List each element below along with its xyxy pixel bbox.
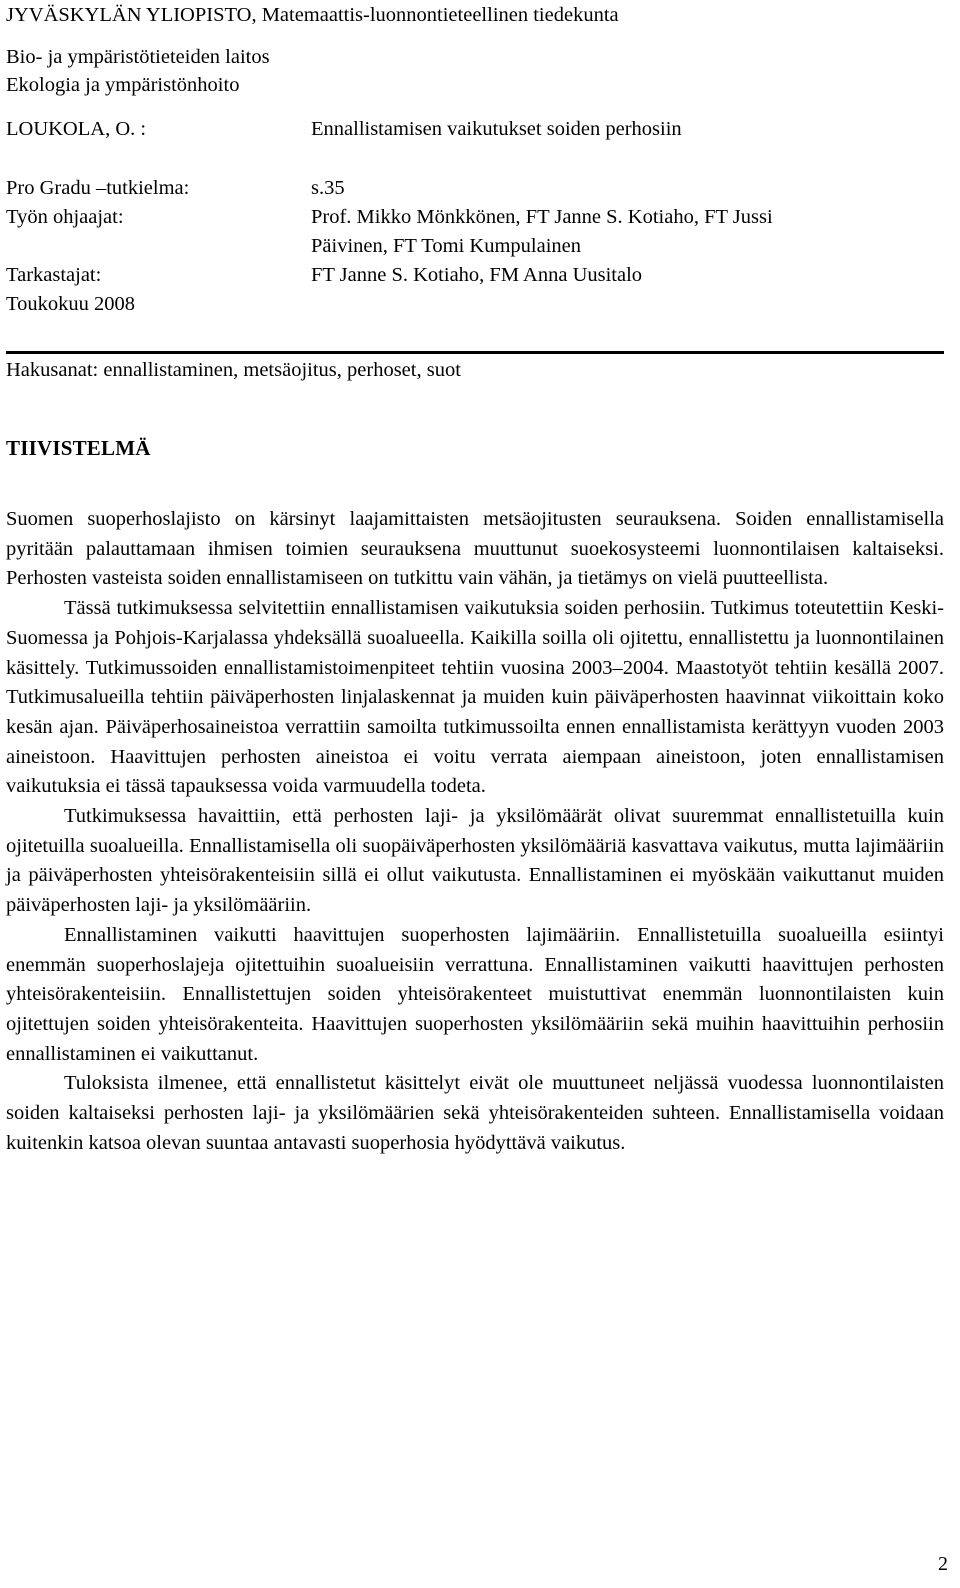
page-count: s.35 bbox=[311, 177, 345, 199]
subject-line: Ekologia ja ympäristönhoito bbox=[6, 74, 240, 96]
divider-rule bbox=[6, 351, 944, 354]
abstract-paragraph-5: Tuloksista ilmenee, että ennallistetut käsittelyt eivät ole muuttuneet neljässä vuodessa luonnontilaisten soiden kaltaiseksi perhosten laji- ja yksilömäärien sekä yhteisörakenteiden suhteen. Ennallistamisella voidaan kuitenkin katsoa olevan suuntaa antavasti suoperhosia hyödyttävä vaikutus. bbox=[6, 1072, 944, 1154]
thesis-title: Ennallistamisen vaikutukset soiden perhosiin bbox=[311, 118, 682, 140]
date-line: Toukokuu 2008 bbox=[6, 293, 135, 315]
type-label: Pro Gradu –tutkielma: bbox=[6, 177, 190, 199]
abstract-paragraph-2: Tässä tutkimuksessa selvitettiin ennallistamisen vaikutuksia soiden perhosiin. Tutkimus toteutettiin Keski-Suomessa ja Pohjois-Karjalassa yhdeksällä suoalueella. Kaikilla soilla oli ojitettu, ennallistettu ja luonnontilainen käsittely. Tutkimussoiden ennallistamistoimenpiteet tehtiin vuosina 2003–2004. Maastotyöt tehtiin kesällä 2007. Tutkimusalueilla tehtiin päiväperhosten linjalaskennat ja muiden kuin päiväperhosten haavinnat viikoittain koko kesän ajan. Päiväperhosaineistoa verrattiin samoilta tutkimussoilta ennen ennallistamista kerättyyn vuoden 2003 aineistoon. Haavittujen perhosten aineistoa ei voitu verrata aiempaan aineistoon, joten ennallistamisen vaikutuksia ei tässä tapauksessa voida varmuudella todeta. bbox=[6, 597, 944, 798]
abstract-paragraph-3: Tutkimuksessa havaittiin, että perhosten laji- ja yksilömäärät olivat suuremmat ennallistetuilla kuin ojitetuilla suoalueilla. Ennallistamisella oli suopäiväperhosten yksilömääriä kasvattava vaikutus, mutta lajimääriin ja päiväperhosten yhteisörakenteisiin sillä ei ollut vaikutusta. Ennallistaminen ei myöskään vaikuttanut muiden päiväperhosten laji- ja yksilömääriin. bbox=[6, 805, 944, 917]
reviewers-label: Tarkastajat: bbox=[6, 264, 102, 286]
abstract-heading: TIIVISTELMÄ bbox=[6, 436, 151, 460]
page-number: 2 bbox=[938, 1553, 948, 1575]
keywords: Hakusanat: ennallistaminen, metsäojitus, perhoset, suot bbox=[6, 359, 461, 381]
supervisors-label: Työn ohjaajat: bbox=[6, 206, 124, 228]
author-label: LOUKOLA, O. : bbox=[6, 118, 147, 140]
supervisors-line-1: Prof. Mikko Mönkkönen, FT Janne S. Kotiaho, FT Jussi bbox=[311, 206, 773, 228]
abstract-body bbox=[6, 505, 944, 1158]
abstract-paragraph-1: Suomen suoperhoslajisto on kärsinyt laajamittaisten metsäojitusten seurauksena. Soiden ennallistamisella pyritään palauttamaan ihmisen toimien seurauksena muuttunut suoekosysteemi luonnontilaisen kaltaiseksi. Perhosten vasteista soiden ennallistamiseen on tutkittu vain vähän, ja tietämys on vielä puutteellista. bbox=[6, 508, 944, 590]
department-line: Bio- ja ympäristötieteiden laitos bbox=[6, 46, 270, 68]
abstract-paragraph-4: Ennallistaminen vaikutti haavittujen suoperhosten lajimääriin. Ennallistetuilla suoalueilla esiintyi enemmän suoperhoslajeja ojitettuihin suoalueisiin verrattuna. Ennallistaminen vaikutti haavittujen perhosten yhteisörakenteisiin. Ennallistettujen soiden yhteisörakenteet muistuttivat enemmän luonnontilaisten kuin ojitettujen soiden yhteisörakenteita. Haavittujen suoperhosten yksilömääriin sekä muihin haavittuihin perhosiin ennallistaminen ei vaikuttanut. bbox=[6, 923, 944, 1065]
university-line: JYVÄSKYLÄN YLIOPISTO, Matemaattis-luonnontieteellinen tiedekunta bbox=[6, 4, 619, 26]
supervisors-line-2: Päivinen, FT Tomi Kumpulainen bbox=[311, 235, 581, 257]
reviewers: FT Janne S. Kotiaho, FM Anna Uusitalo bbox=[311, 264, 643, 286]
